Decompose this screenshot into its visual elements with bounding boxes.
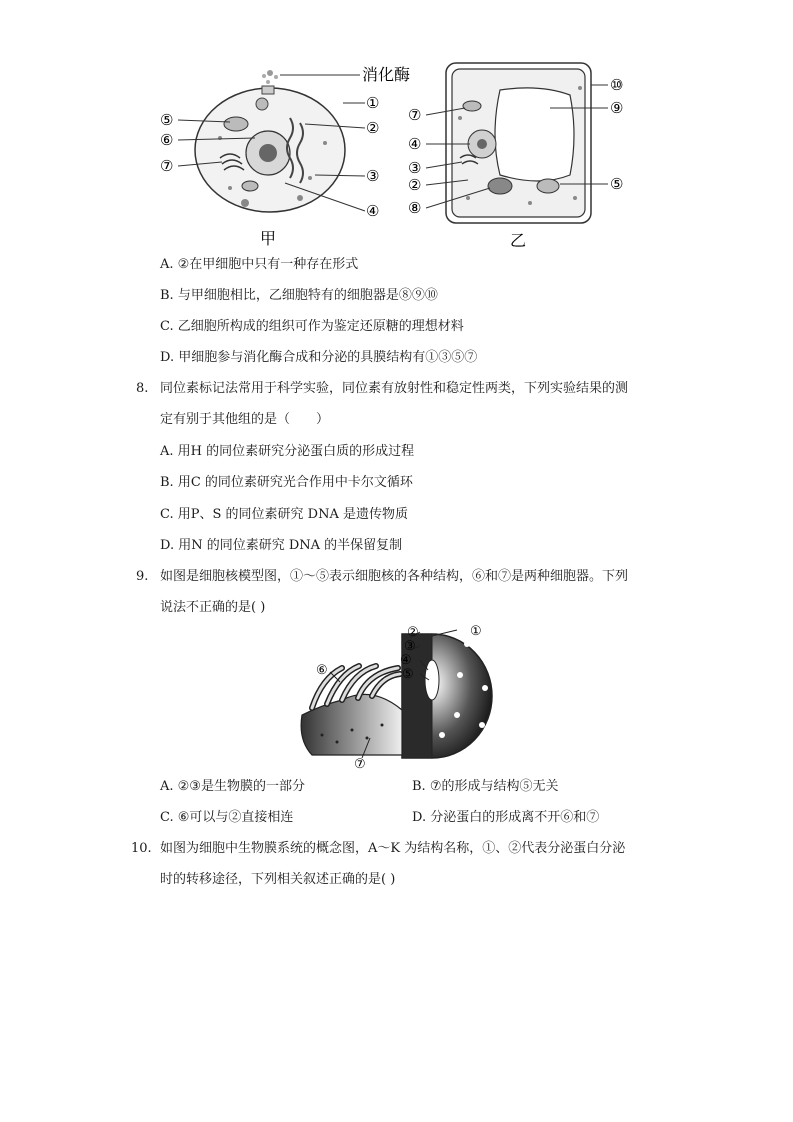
- cell2-marker-3: ③: [408, 159, 422, 177]
- cell2-marker-7: ⑦: [408, 106, 422, 124]
- cell2-marker-4: ④: [408, 135, 422, 153]
- cell1-marker-7: ⑦: [160, 157, 174, 175]
- caption-left: 甲: [260, 229, 277, 248]
- nucleus-marker-1: ①: [470, 624, 482, 639]
- q8-option-c: C. 用P、S 的同位素研究 DNA 是遗传物质: [160, 507, 408, 522]
- nucleus-marker-5: ⑤: [402, 667, 414, 682]
- nucleus-marker-4: ④: [400, 653, 412, 668]
- q9-number: 9.: [136, 569, 149, 584]
- nucleus-model-figure: [292, 620, 507, 770]
- q9-option-d: D. 分泌蛋白的形成离不开⑥和⑦: [412, 810, 600, 825]
- q9-option-b: B. ⑦的形成与结构⑤无关: [412, 779, 559, 794]
- q7-option-a: A. ②在甲细胞中只有一种存在形式: [160, 257, 359, 272]
- plant-cell: [408, 63, 623, 250]
- q8-number: 8.: [136, 381, 149, 396]
- cell2-marker-10: ⑩: [610, 76, 624, 94]
- q7-option-c: C. 乙细胞所构成的组织可作为鉴定还原糖的理想材料: [160, 319, 464, 334]
- cell1-marker-4: ④: [366, 202, 380, 220]
- nucleus-marker-7: ⑦: [354, 757, 366, 770]
- cell-diagram-figure: [150, 58, 640, 253]
- animal-cell: [160, 65, 410, 248]
- cell1-marker-3: ③: [366, 167, 380, 185]
- nucleus-marker-3: ③: [404, 639, 416, 654]
- q10-stem-line2: 时的转移途径，下列相关叙述正确的是( ): [160, 872, 396, 887]
- cell2-marker-2: ②: [408, 176, 422, 194]
- q10-stem-line1: 如图为细胞中生物膜系统的概念图，A～K 为结构名称，①、②代表分泌蛋白分泌: [160, 841, 626, 856]
- q7-option-d: D. 甲细胞参与消化酶合成和分泌的具膜结构有①③⑤⑦: [160, 350, 478, 365]
- q8-stem-line1: 同位素标记法常用于科学实验，同位素有放射性和稳定性两类，下列实验结果的测: [160, 381, 629, 396]
- q7-option-b: B. 与甲细胞相比，乙细胞特有的细胞器是⑧⑨⑩: [160, 288, 438, 303]
- cell2-marker-9: ⑨: [610, 99, 624, 117]
- q8-stem-line2: 定有别于其他组的是（ ）: [160, 412, 330, 427]
- q9-option-c: C. ⑥可以与②直接相连: [160, 810, 294, 825]
- nucleus-marker-6: ⑥: [316, 663, 328, 678]
- cell1-marker-5: ⑤: [160, 111, 174, 129]
- cell1-marker-2: ②: [366, 119, 380, 137]
- cell1-marker-6: ⑥: [160, 131, 174, 149]
- enzyme-label: 消化酶: [362, 65, 411, 84]
- cell2-marker-8: ⑧: [408, 199, 422, 217]
- q8-option-d: D. 用N 的同位素研究 DNA 的半保留复制: [160, 538, 403, 553]
- q8-option-b: B. 用C 的同位素研究光合作用中卡尔文循环: [160, 475, 413, 490]
- cell1-marker-1: ①: [366, 94, 380, 112]
- q10-number: 10.: [131, 841, 152, 856]
- q8-option-a: A. 用H 的同位素研究分泌蛋白质的形成过程: [160, 444, 415, 459]
- q9-stem-line1: 如图是细胞核模型图，①～⑤表示细胞核的各种结构，⑥和⑦是两种细胞器。下列: [160, 569, 629, 584]
- nucleus-marker-2: ②: [407, 625, 419, 640]
- q9-option-a: A. ②③是生物膜的一部分: [160, 779, 305, 794]
- cell2-marker-5: ⑤: [610, 175, 624, 193]
- q9-stem-line2: 说法不正确的是( ): [160, 600, 266, 615]
- caption-right: 乙: [510, 231, 527, 250]
